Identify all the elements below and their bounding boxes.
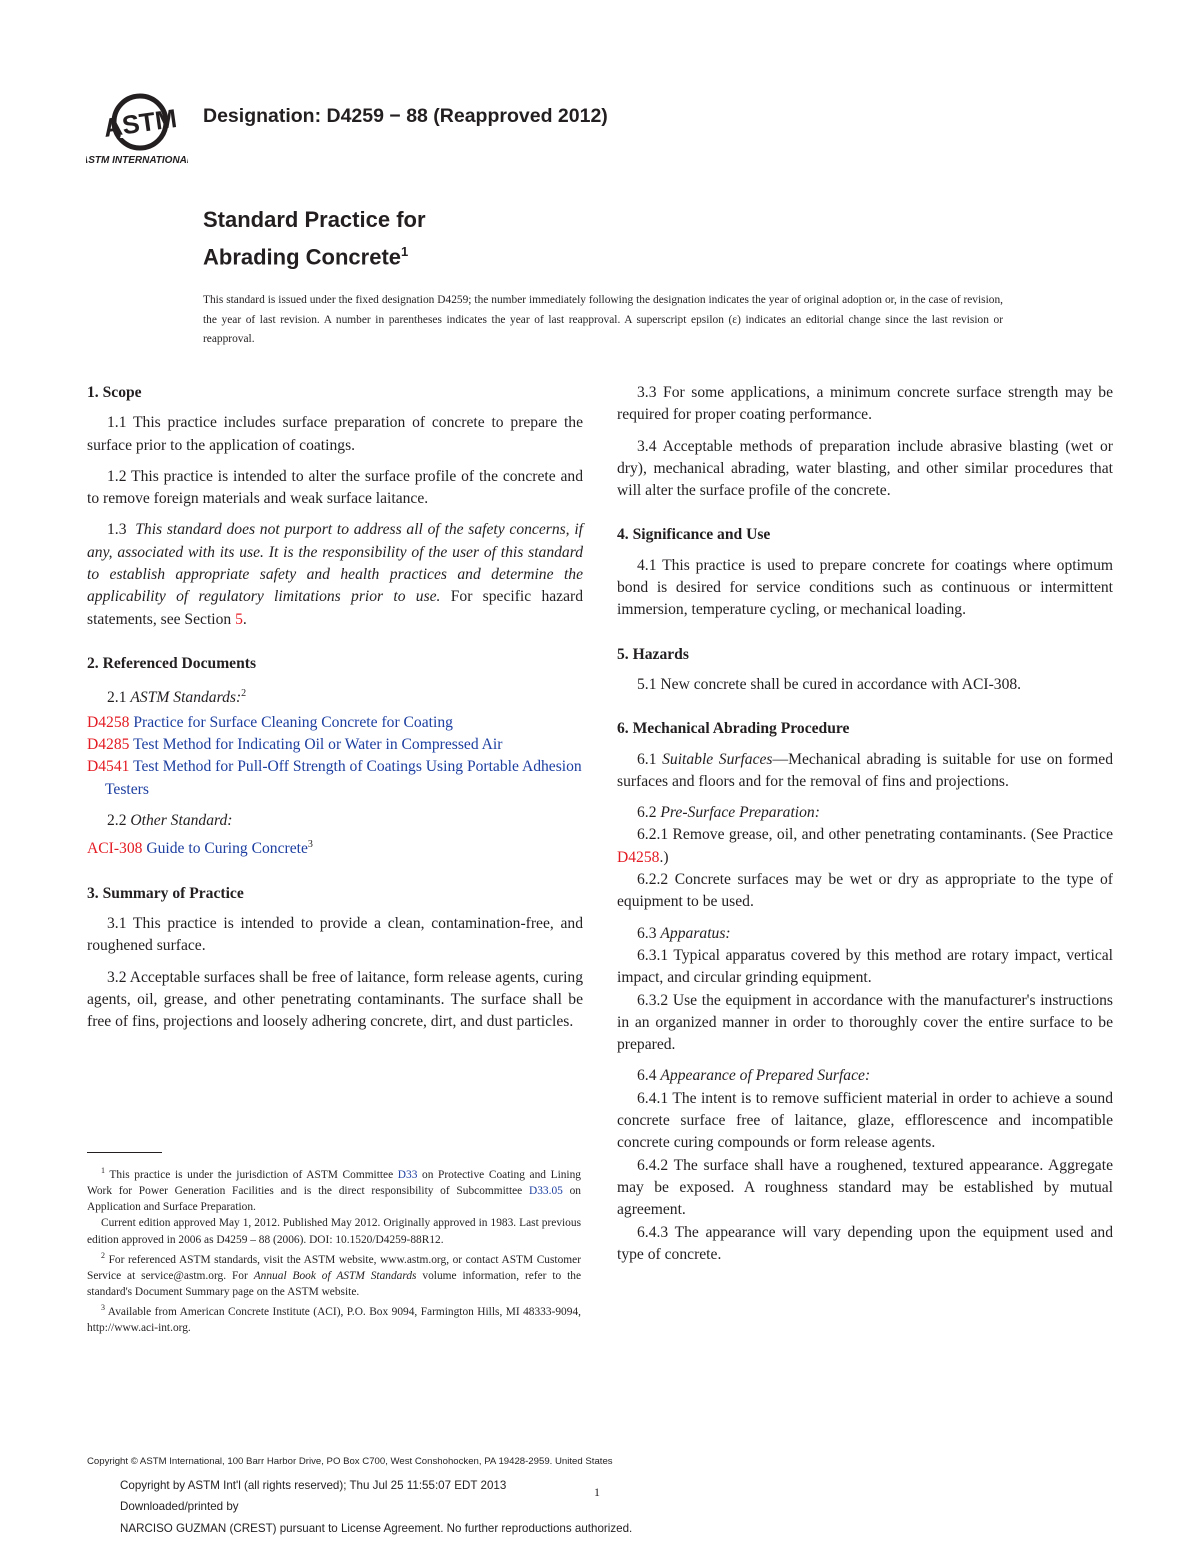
para-1-3-text: For specific hazard statements, see Section [87, 588, 583, 628]
para-6-1-italic: Suitable Surfaces [662, 750, 773, 768]
para-6-4 [617, 1065, 1113, 1087]
download-line-2: Downloaded/printed by [120, 1500, 239, 1514]
para-6-2-italic: Pre-Surface Preparation: [660, 804, 820, 822]
sub-2-1-mark: 2 [241, 688, 247, 700]
para-6-1 [617, 749, 1113, 794]
para-5-1: 5.1 New concrete shall be cured in accordance with ACI-308. [637, 675, 1022, 693]
copyright-notice: Copyright © ASTM International, 100 Barr Harbor Drive, PO Box C700, West Conshohocken, PA 19428-2959. United States [87, 1456, 613, 1467]
ref-title[interactable]: Test Method for Indicating Oil or Water in Compressed Air [133, 736, 503, 754]
para-6-2-1-b: .) [659, 848, 669, 866]
ref-mark: 3 [307, 839, 313, 851]
footnote-rule [87, 1152, 162, 1153]
astm-logo [86, 92, 188, 168]
ref-title[interactable]: Practice for Surface Cleaning Concrete for Coating [133, 713, 453, 731]
para-6-3-1: 6.3.1 Typical apparatus covered by this method are rotary impact, vertical impact, and circular grinding equipment. [617, 946, 1113, 987]
logo-text: ASTM INTERNATIONAL [86, 155, 188, 166]
ref-title[interactable]: Test Method for Pull-Off Strength of Coatings Using Portable Adhesion Testers [105, 758, 582, 798]
ref-item[interactable] [87, 712, 583, 734]
committee-link[interactable]: D33 [397, 1168, 418, 1181]
page-number: 1 [594, 1485, 600, 1499]
intro-paragraph: This standard is issued under the fixed designation D4259; the number immediately following the designation indicates the year of original adoption or, in the case of revision, the year of last revision. A number in parentheses indicates the year of last reapproval. A superscript epsilon (ε) indicates an editorial change since the last revision or reapproval. [203, 294, 1003, 345]
ref-code[interactable]: ACI-308 [87, 840, 143, 858]
footnote-2-b: volume information, refer to the standard's Document Summary page on the ASTM website. [87, 1269, 582, 1299]
footnote-1-b: on Protective Coating and Lining Work for Power Generation Facilities and is the direct responsibility of Subcommittee [87, 1168, 581, 1197]
footnote-1-a: This practice is under the jurisdiction of ASTM Committee [105, 1168, 398, 1181]
para-1-3-end: . [242, 610, 247, 628]
download-line-1: Copyright by ASTM Int'l (all rights reserved); Thu Jul 25 11:55:07 EDT 2013 [120, 1479, 507, 1492]
para-6-2-1-a: 6.2.1 Remove grease, oil, and other penetrating contaminants. (See Practice [637, 826, 1113, 844]
title-line-2: Abrading Concrete [203, 244, 402, 270]
para-6-1-text: —Mechanical abrading is suitable for use on formed surfaces and floors and for the removal of fins and projections. [617, 750, 1113, 790]
section-6-heading: 6. Mechanical Abrading Procedure [617, 720, 850, 738]
ref-item[interactable] [87, 734, 583, 756]
para-6-2-2: 6.2.2 Concrete surfaces may be wet or dry as appropriate to the type of equipment to be used. [617, 871, 1113, 911]
section-3-heading: 3. Summary of Practice [87, 884, 244, 902]
download-line-3: NARCISO GUZMAN (CREST) pursuant to License Agreement. No further reproductions authorized. [120, 1521, 633, 1535]
footnote-2-italic: Annual Book of ASTM Standards [253, 1269, 417, 1282]
para-6-3-italic: Apparatus: [660, 924, 731, 942]
footnote-1-edition: Current edition approved May 1, 2012. Published May 2012. Originally approved in 1983. Last previous edition approved in 2006 as D4259 – 88 (2006). DOI: 10.1520/D4259-88R12. [87, 1217, 581, 1246]
designation: Designation: D4259 − 88 (Reapproved 2012) [203, 105, 608, 127]
para-6-3 [617, 923, 1113, 945]
section-1-heading: 1. Scope [87, 384, 142, 401]
para-3-4: 3.4 Acceptable methods of preparation include abrasive blasting (wet or dry), mechanical abrading, water blasting, and other similar procedures that will alter the surface profile of the concrete. [617, 437, 1113, 500]
footnote-1 [87, 1163, 581, 1215]
footnote-1-c: on Application and Surface Preparation. [87, 1185, 581, 1214]
section-5-heading: 5. Hazards [617, 645, 689, 663]
sub-2-1-label: ASTM Standards: [130, 689, 242, 707]
para-1-2: 1.2 This practice is intended to alter the surface profile of the concrete and to remove foreign materials and weak surface laitance. [87, 467, 583, 508]
para-1-1: 1.1 This practice includes surface preparation of concrete to prepare the surface prior to the application of coatings. [87, 414, 583, 454]
para-6-1-num: 6.1 [637, 750, 657, 768]
sub-2-2-num: 2.2 [107, 811, 127, 829]
para-3-3: 3.3 For some applications, a minimum concrete surface strength may be required for proper coating performance. [617, 384, 1113, 424]
para-1-3 [87, 519, 583, 630]
title-footnote-mark: 1 [401, 244, 409, 259]
ref-code[interactable]: D4285 [87, 736, 130, 754]
download-notice [120, 1475, 632, 1539]
footnote-2-a: For referenced ASTM standards, visit the ASTM website, www.astm.org, or contact ASTM Customer Service at service@astm.org. For [87, 1253, 581, 1282]
svg-text:ASTM: ASTM [101, 103, 179, 143]
para-3-1: 3.1 This practice is intended to provide a clean, contamination-free, and roughened surface. [87, 915, 583, 955]
page-title [203, 204, 426, 273]
section-4-heading: 4. Significance and Use [617, 526, 771, 544]
sub-2-2-label: Other Standard: [130, 811, 233, 829]
para-3-2: 3.2 Acceptable surfaces shall be free of laitance, form release agents, curing agents, oil, grease, and other penetrating contaminants. The surface shall be free of fins, projections and loosely adhering concrete, dirt, and dust particles. [87, 968, 583, 1031]
sub-2-2 [107, 810, 583, 832]
ref-code[interactable]: D4258 [87, 713, 130, 731]
para-1-3-num: 1.3 [107, 521, 127, 539]
para-4-1: 4.1 This practice is used to prepare concrete for coatings where optimum bond is desired for service conditions such as continuous or intermittent immersion, temperature cycling, or mechanical loading. [617, 556, 1113, 619]
ref-code[interactable]: D4541 [87, 758, 130, 776]
para-6-4-italic: Appearance of Prepared Surface: [660, 1067, 871, 1085]
ref-title[interactable]: Guide to Curing Concrete [146, 840, 308, 858]
subcommittee-link[interactable]: D33.05 [528, 1185, 563, 1197]
para-6-2-1 [617, 824, 1113, 869]
ref-item[interactable] [87, 756, 583, 801]
footnotes [87, 1163, 581, 1336]
para-6-4-3: 6.4.3 The appearance will vary depending upon the equipment used and type of concrete. [617, 1223, 1113, 1263]
para-6-2-num: 6.2 [637, 804, 657, 822]
para-6-3-num: 6.3 [637, 924, 657, 942]
footnote-3-text: Available from American Concrete Institute (ACI), P.O. Box 9094, Farmington Hills, MI 48333-9094, http://www.aci-int.org. [87, 1306, 581, 1335]
footnote-2 [87, 1248, 581, 1300]
footnote-3-mark: 3 [101, 1303, 105, 1313]
para-6-3-2: 6.3.2 Use the equipment in accordance with the manufacturer's instructions in an organized manner in order to thoroughly cover the entire surface to be prepared. [617, 991, 1113, 1054]
footnote-2-mark: 2 [101, 1250, 105, 1260]
section-5-link[interactable]: 5 [235, 610, 243, 628]
para-6-4-num: 6.4 [637, 1067, 657, 1085]
para-6-4-1: 6.4.1 The intent is to remove sufficient material in order to achieve a sound concrete surface free of laitance, glaze, efflorescence and incompatible concrete curing compounds or form release agents. [617, 1089, 1113, 1152]
right-column [617, 382, 1113, 1266]
sub-2-1 [107, 683, 583, 709]
section-2-heading: 2. Referenced Documents [87, 654, 257, 672]
left-column [87, 382, 583, 1043]
para-1-3-italic: This standard does not purport to address all of the safety concerns, if any, associated with its use. It is the responsibility of the user of this standard to establish appropriate safety and health practices and determine the applicability of regulatory limitations prior to use. [87, 521, 583, 606]
practice-d4258-link[interactable]: D4258 [617, 848, 660, 866]
para-6-4-2: 6.4.2 The surface shall have a roughened, textured appearance. Aggregate may be exposed. A roughness standard may be established by mutual agreement. [617, 1156, 1113, 1219]
ref-item[interactable] [87, 834, 583, 860]
footnote-1-mark: 1 [101, 1166, 105, 1175]
para-6-2 [617, 802, 1113, 824]
title-line-1: Standard Practice for [203, 207, 426, 232]
footnote-3 [87, 1300, 581, 1336]
sub-2-1-num: 2.1 [107, 689, 127, 707]
